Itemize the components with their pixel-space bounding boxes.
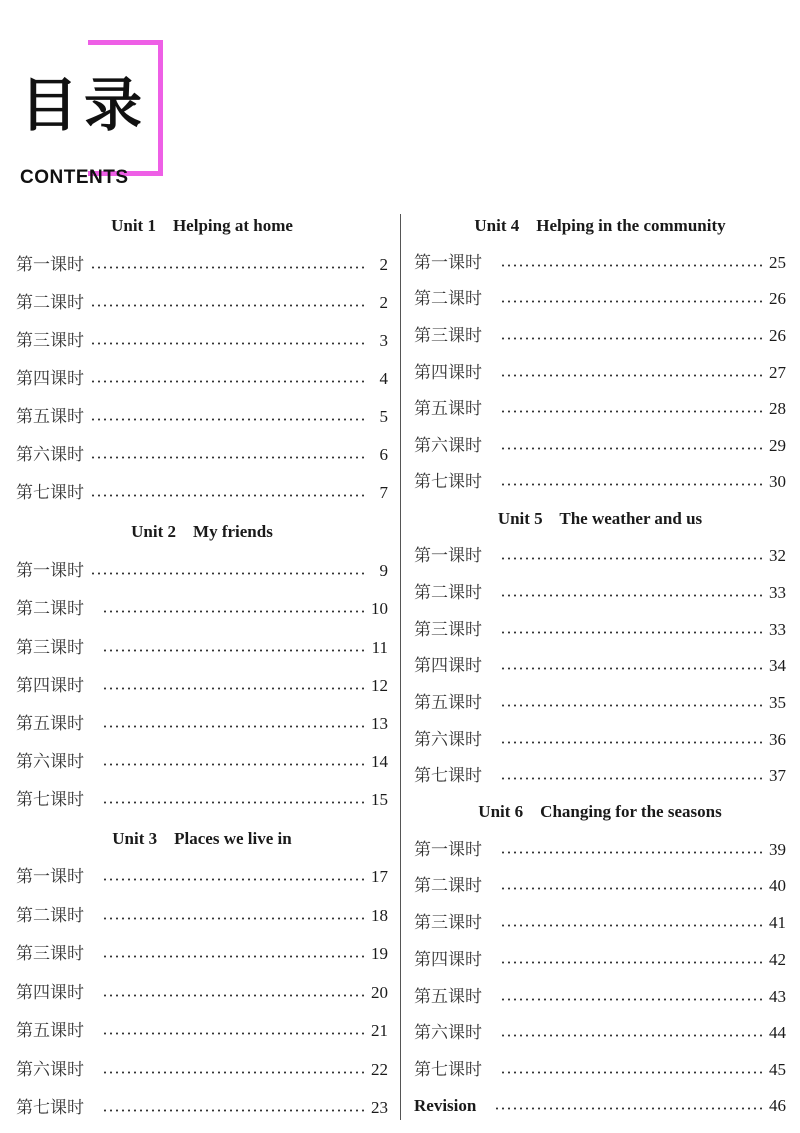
dot-leader bbox=[500, 873, 762, 899]
entry-page-number: 33 bbox=[769, 620, 786, 639]
dot-leader bbox=[102, 1057, 364, 1083]
entry-label: 第五课时 bbox=[16, 1021, 84, 1041]
entry-label: 第一课时 bbox=[414, 840, 482, 860]
entry-page-number: 23 bbox=[371, 1098, 388, 1117]
entry-page-number: 29 bbox=[769, 436, 786, 455]
dot-leader bbox=[500, 469, 762, 495]
entry-page-number: 11 bbox=[371, 638, 388, 657]
entry-label: 第七课时 bbox=[16, 790, 84, 810]
entry-label: 第一课时 bbox=[16, 255, 84, 275]
entry-label: 第七课时 bbox=[414, 472, 482, 492]
entry-label: 第二课时 bbox=[16, 599, 84, 619]
entry-page-number: 19 bbox=[371, 944, 388, 963]
entry-label: 第五课时 bbox=[414, 693, 482, 713]
entry-page-number: 28 bbox=[769, 399, 786, 418]
entry-page-number: 17 bbox=[371, 867, 388, 886]
entry-page-number: 40 bbox=[769, 876, 786, 895]
toc-entry[interactable] bbox=[16, 404, 388, 430]
dot-leader bbox=[90, 328, 364, 354]
entry-label: 第一课时 bbox=[414, 546, 482, 566]
entry-label: 第六课时 bbox=[414, 730, 482, 750]
dot-leader bbox=[500, 763, 762, 789]
toc-entry[interactable] bbox=[414, 873, 786, 899]
entry-label: 第一课时 bbox=[16, 561, 84, 581]
dot-leader bbox=[500, 727, 762, 753]
entry-label: 第四课时 bbox=[414, 950, 482, 970]
entry-label: Revision bbox=[414, 1096, 477, 1115]
dot-leader bbox=[102, 864, 364, 890]
entry-page-number: 3 bbox=[379, 331, 388, 350]
unit-title: Unit 4 Helping in the community bbox=[474, 216, 726, 235]
toc-entry[interactable] bbox=[16, 864, 388, 890]
entry-label: 第二课时 bbox=[414, 289, 482, 309]
toc-entry[interactable] bbox=[16, 673, 388, 699]
entry-label: 第四课时 bbox=[414, 656, 482, 676]
toc-entry[interactable] bbox=[16, 980, 388, 1006]
toc-entry[interactable] bbox=[414, 360, 786, 386]
toc-entry[interactable] bbox=[414, 323, 786, 349]
entry-label: 第三课时 bbox=[16, 944, 84, 964]
toc-entry[interactable] bbox=[414, 1020, 786, 1046]
dot-leader bbox=[500, 396, 762, 422]
page-title: 目录 bbox=[20, 71, 149, 139]
dot-leader bbox=[494, 1093, 762, 1119]
entry-label: 第一课时 bbox=[16, 867, 84, 887]
entry-page-number: 45 bbox=[769, 1060, 786, 1079]
entry-page-number: 26 bbox=[769, 326, 786, 345]
toc-entry[interactable] bbox=[16, 1095, 388, 1121]
toc-entry[interactable] bbox=[414, 763, 786, 789]
entry-label: 第三课时 bbox=[16, 638, 84, 658]
entry-page-number: 39 bbox=[769, 840, 786, 859]
entry-page-number: 42 bbox=[769, 950, 786, 969]
dot-leader bbox=[90, 366, 364, 392]
entry-label: 第六课时 bbox=[414, 436, 482, 456]
entry-label: 第四课时 bbox=[16, 369, 84, 389]
toc-entry[interactable] bbox=[16, 711, 388, 737]
entry-label: 第六课时 bbox=[16, 1060, 84, 1080]
entry-page-number: 41 bbox=[769, 913, 786, 932]
toc-entry[interactable] bbox=[414, 286, 786, 312]
dot-leader bbox=[102, 980, 364, 1006]
entry-page-number: 37 bbox=[769, 766, 786, 785]
toc-entry[interactable] bbox=[414, 1057, 786, 1083]
dot-leader bbox=[102, 711, 364, 737]
toc-entry[interactable] bbox=[16, 941, 388, 967]
entry-page-number: 26 bbox=[769, 289, 786, 308]
entry-label: 第五课时 bbox=[414, 399, 482, 419]
entry-label: 第五课时 bbox=[414, 987, 482, 1007]
entry-label: 第七课时 bbox=[414, 766, 482, 786]
dot-leader bbox=[500, 323, 762, 349]
entry-label: 第三课时 bbox=[414, 620, 482, 640]
toc-entry[interactable] bbox=[16, 787, 388, 813]
dot-leader bbox=[102, 749, 364, 775]
dot-leader bbox=[500, 653, 762, 679]
dot-leader bbox=[500, 910, 762, 936]
entry-page-number: 4 bbox=[379, 369, 388, 388]
entry-page-number: 14 bbox=[371, 752, 388, 771]
entry-page-number: 5 bbox=[379, 407, 388, 426]
entry-label: 第五课时 bbox=[16, 714, 84, 734]
dot-leader bbox=[500, 250, 762, 276]
entry-label: 第四课时 bbox=[16, 983, 84, 1003]
toc-entry[interactable] bbox=[414, 947, 786, 973]
dot-leader bbox=[500, 543, 762, 569]
toc-entry[interactable] bbox=[16, 635, 388, 661]
toc-entry[interactable] bbox=[16, 328, 388, 354]
dot-leader bbox=[90, 480, 364, 506]
toc-entry[interactable] bbox=[414, 1093, 786, 1119]
dot-leader bbox=[500, 837, 762, 863]
dot-leader bbox=[102, 941, 364, 967]
dot-leader bbox=[500, 1057, 762, 1083]
dot-leader bbox=[90, 252, 364, 278]
dot-leader bbox=[500, 947, 762, 973]
toc-entry[interactable] bbox=[414, 580, 786, 606]
entry-label: 第七课时 bbox=[16, 1098, 84, 1118]
toc-entry[interactable] bbox=[16, 1018, 388, 1044]
dot-leader bbox=[500, 286, 762, 312]
entry-page-number: 18 bbox=[371, 906, 388, 925]
dot-leader bbox=[102, 787, 364, 813]
dot-leader bbox=[500, 1020, 762, 1046]
toc-entry[interactable] bbox=[414, 727, 786, 753]
entry-page-number: 10 bbox=[371, 599, 388, 618]
entry-page-number: 2 bbox=[379, 255, 388, 274]
toc-entry[interactable] bbox=[414, 433, 786, 459]
toc-entry[interactable] bbox=[414, 469, 786, 495]
entry-page-number: 35 bbox=[769, 693, 786, 712]
unit-title: Unit 5 The weather and us bbox=[497, 509, 703, 528]
entry-page-number: 44 bbox=[769, 1023, 786, 1042]
toc-entry[interactable] bbox=[414, 690, 786, 716]
entry-label: 第三课时 bbox=[16, 331, 84, 351]
toc-entry[interactable] bbox=[16, 1057, 388, 1083]
toc-entry[interactable] bbox=[414, 543, 786, 569]
entry-page-number: 15 bbox=[371, 790, 388, 809]
dot-leader bbox=[102, 596, 364, 622]
entry-page-number: 30 bbox=[769, 472, 786, 491]
entry-page-number: 27 bbox=[769, 363, 786, 382]
toc-entry[interactable] bbox=[414, 396, 786, 422]
unit-title: Unit 1 Helping at home bbox=[111, 216, 293, 235]
entry-page-number: 20 bbox=[371, 983, 388, 1002]
dot-leader bbox=[500, 580, 762, 606]
dot-leader bbox=[102, 635, 364, 661]
entry-page-number: 32 bbox=[769, 546, 786, 565]
contents-logo bbox=[18, 40, 170, 188]
entry-page-number: 34 bbox=[769, 656, 786, 675]
entry-label: 第一课时 bbox=[414, 253, 482, 273]
dot-leader bbox=[500, 984, 762, 1010]
toc-entry[interactable] bbox=[414, 984, 786, 1010]
toc-entry[interactable] bbox=[414, 837, 786, 863]
toc-entry[interactable] bbox=[16, 749, 388, 775]
entry-label: 第六课时 bbox=[16, 752, 84, 772]
toc-entry[interactable] bbox=[16, 596, 388, 622]
toc-entry[interactable] bbox=[16, 558, 388, 584]
toc-entry[interactable] bbox=[16, 903, 388, 929]
entry-page-number: 22 bbox=[371, 1060, 388, 1079]
toc-entry[interactable] bbox=[414, 250, 786, 276]
entry-page-number: 6 bbox=[379, 445, 388, 464]
toc-entry[interactable] bbox=[16, 290, 388, 316]
entry-page-number: 9 bbox=[379, 561, 388, 580]
dot-leader bbox=[102, 673, 364, 699]
dot-leader bbox=[90, 404, 364, 430]
entry-page-number: 2 bbox=[379, 293, 388, 312]
entry-label: 第三课时 bbox=[414, 326, 482, 346]
toc-entry[interactable] bbox=[16, 442, 388, 468]
dot-leader bbox=[500, 360, 762, 386]
entry-label: 第三课时 bbox=[414, 913, 482, 933]
toc-entry[interactable] bbox=[414, 910, 786, 936]
page-subtitle: CONTENTS bbox=[20, 167, 129, 188]
dot-leader bbox=[500, 617, 762, 643]
entry-page-number: 13 bbox=[371, 714, 388, 733]
dot-leader bbox=[90, 558, 364, 584]
dot-leader bbox=[90, 290, 364, 316]
entry-page-number: 12 bbox=[371, 676, 388, 695]
dot-leader bbox=[500, 433, 762, 459]
unit-title: Unit 6 Changing for the seasons bbox=[478, 802, 722, 821]
dot-leader bbox=[102, 903, 364, 929]
unit-title: Unit 3 Places we live in bbox=[112, 829, 292, 848]
toc-entry[interactable] bbox=[16, 366, 388, 392]
dot-leader bbox=[102, 1095, 364, 1121]
entry-label: 第五课时 bbox=[16, 407, 84, 427]
entry-page-number: 46 bbox=[769, 1096, 786, 1115]
entry-page-number: 25 bbox=[769, 253, 786, 272]
entry-page-number: 43 bbox=[769, 987, 786, 1006]
toc-entry[interactable] bbox=[16, 252, 388, 278]
entry-label: 第四课时 bbox=[414, 363, 482, 383]
toc-entry[interactable] bbox=[414, 617, 786, 643]
entry-label: 第六课时 bbox=[16, 445, 84, 465]
entry-label: 第七课时 bbox=[16, 483, 84, 503]
entry-label: 第七课时 bbox=[414, 1060, 482, 1080]
entry-label: 第二课时 bbox=[414, 876, 482, 896]
dot-leader bbox=[500, 690, 762, 716]
toc-entry[interactable] bbox=[16, 480, 388, 506]
entry-label: 第二课时 bbox=[414, 583, 482, 603]
entry-page-number: 36 bbox=[769, 730, 786, 749]
unit-title: Unit 2 My friends bbox=[131, 522, 273, 541]
dot-leader bbox=[90, 442, 364, 468]
entry-page-number: 33 bbox=[769, 583, 786, 602]
toc-entry[interactable] bbox=[414, 653, 786, 679]
entry-page-number: 21 bbox=[371, 1021, 388, 1040]
entry-page-number: 7 bbox=[379, 483, 388, 502]
entry-label: 第二课时 bbox=[16, 293, 84, 313]
dot-leader bbox=[102, 1018, 364, 1044]
column-divider bbox=[400, 214, 401, 1120]
entry-label: 第二课时 bbox=[16, 906, 84, 926]
entry-label: 第四课时 bbox=[16, 676, 84, 696]
entry-label: 第六课时 bbox=[414, 1023, 482, 1043]
